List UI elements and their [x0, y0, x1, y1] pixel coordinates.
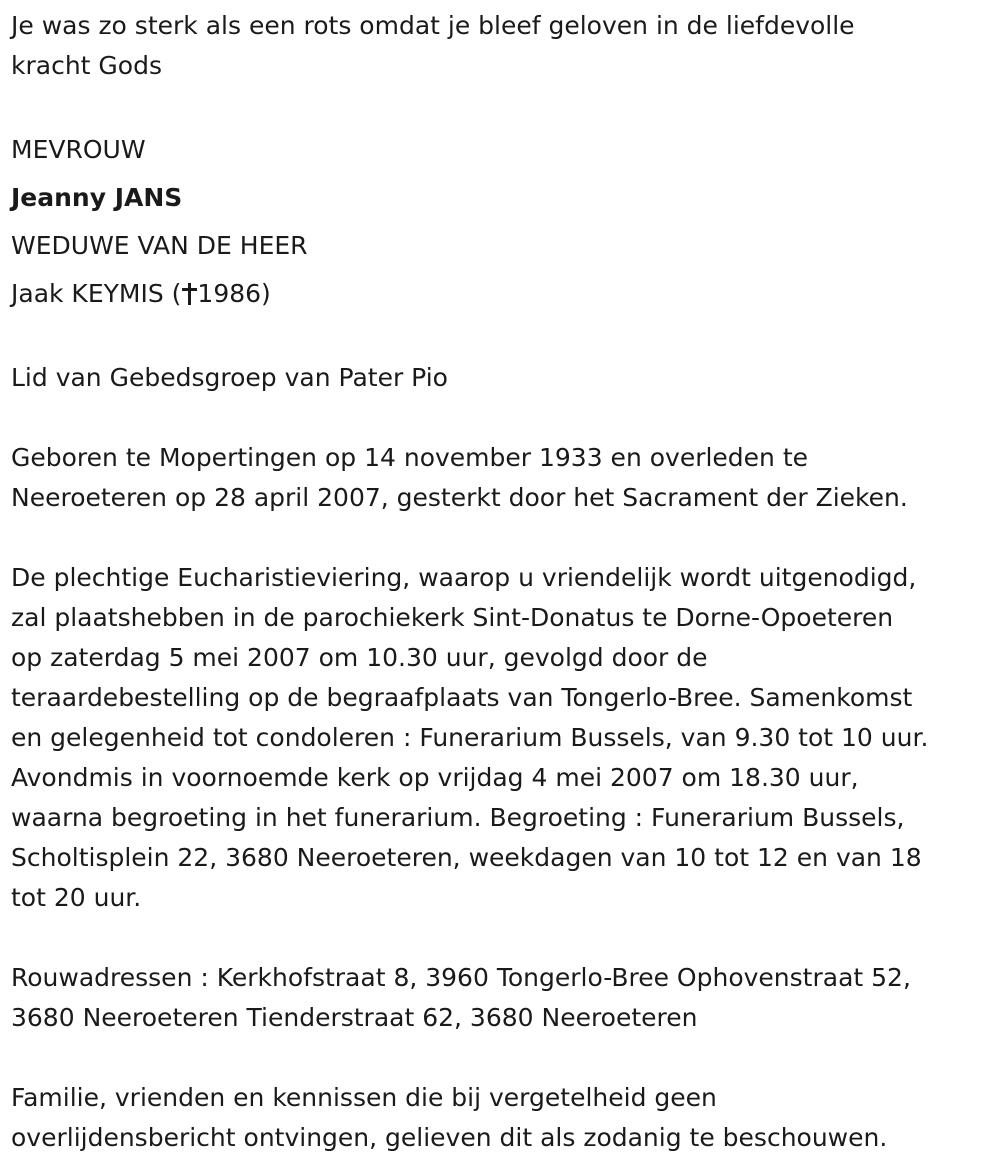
obituary-notice [11, 6, 991, 1158]
ceremony-line: zal plaatshebben in de parochiekerk Sint-Donatus te Dorne-Opoeteren [11, 603, 894, 632]
closing-line: Familie, vrienden en kennissen die bij vergetelheid geen [11, 1083, 717, 1112]
ceremony-line: teraardebestelling op de begraafplaats van Tongerlo-Bree. Samenkomst [11, 683, 913, 712]
title-honorific: MEVROUW [11, 135, 146, 164]
ceremony-line: De plechtige Eucharistieviering, waarop u vriendelijk wordt uitgenodigd, [11, 563, 917, 592]
motto-line: kracht Gods [11, 51, 162, 80]
birth-death-line: Neeroeteren op 28 april 2007, gesterkt door het Sacrament der Zieken. [11, 483, 908, 512]
closing-note [11, 1078, 991, 1158]
ceremony-line: Avondmis in voornoemde kerk op vrijdag 4 mei 2007 om 18.30 uur, [11, 763, 859, 792]
spacer [11, 518, 991, 558]
ceremony-line: op zaterdag 5 mei 2007 om 10.30 uur, gevolgd door de [11, 643, 708, 672]
motto [11, 6, 991, 86]
ceremony-line: Scholtisplein 22, 3680 Neeroeteren, weekdagen van 10 tot 12 en van 18 [11, 843, 922, 872]
birth-death-line: Geboren te Mopertingen op 14 november 1933 en overleden te [11, 443, 809, 472]
ceremony-info [11, 558, 991, 918]
spacer [11, 918, 991, 958]
motto-line: Je was zo sterk als een rots omdat je bleef geloven in de liefdevolle [11, 11, 855, 40]
mourning-addresses [11, 958, 991, 1038]
spouse-line [11, 270, 991, 318]
spacer [11, 86, 991, 126]
spouse-death-year: 1986) [197, 279, 271, 308]
spacer [11, 1038, 991, 1078]
ceremony-line: tot 20 uur. [11, 883, 142, 912]
deceased-name: Jeanny JANS [11, 183, 183, 212]
address-line: Rouwadressen : Kerkhofstraat 8, 3960 Tongerlo-Bree Ophovenstraat 52, [11, 963, 911, 992]
cross-icon [182, 283, 196, 305]
ceremony-line: en gelegenheid tot condoleren : Funerarium Bussels, van 9.30 tot 10 uur. [11, 723, 929, 752]
spacer [11, 318, 991, 358]
relation: WEDUWE VAN DE HEER [11, 231, 308, 260]
ceremony-line: waarna begroeting in het funerarium. Begroeting : Funerarium Bussels, [11, 803, 905, 832]
closing-line: overlijdensbericht ontvingen, gelieven dit als zodanig te beschouwen. [11, 1123, 888, 1152]
birth-death-info [11, 438, 991, 518]
spacer [11, 398, 991, 438]
membership: Lid van Gebedsgroep van Pater Pio [11, 363, 448, 392]
address-line: 3680 Neeroeteren Tienderstraat 62, 3680 Neeroeteren [11, 1003, 698, 1032]
spouse-name: Jaak KEYMIS ( [11, 279, 182, 308]
